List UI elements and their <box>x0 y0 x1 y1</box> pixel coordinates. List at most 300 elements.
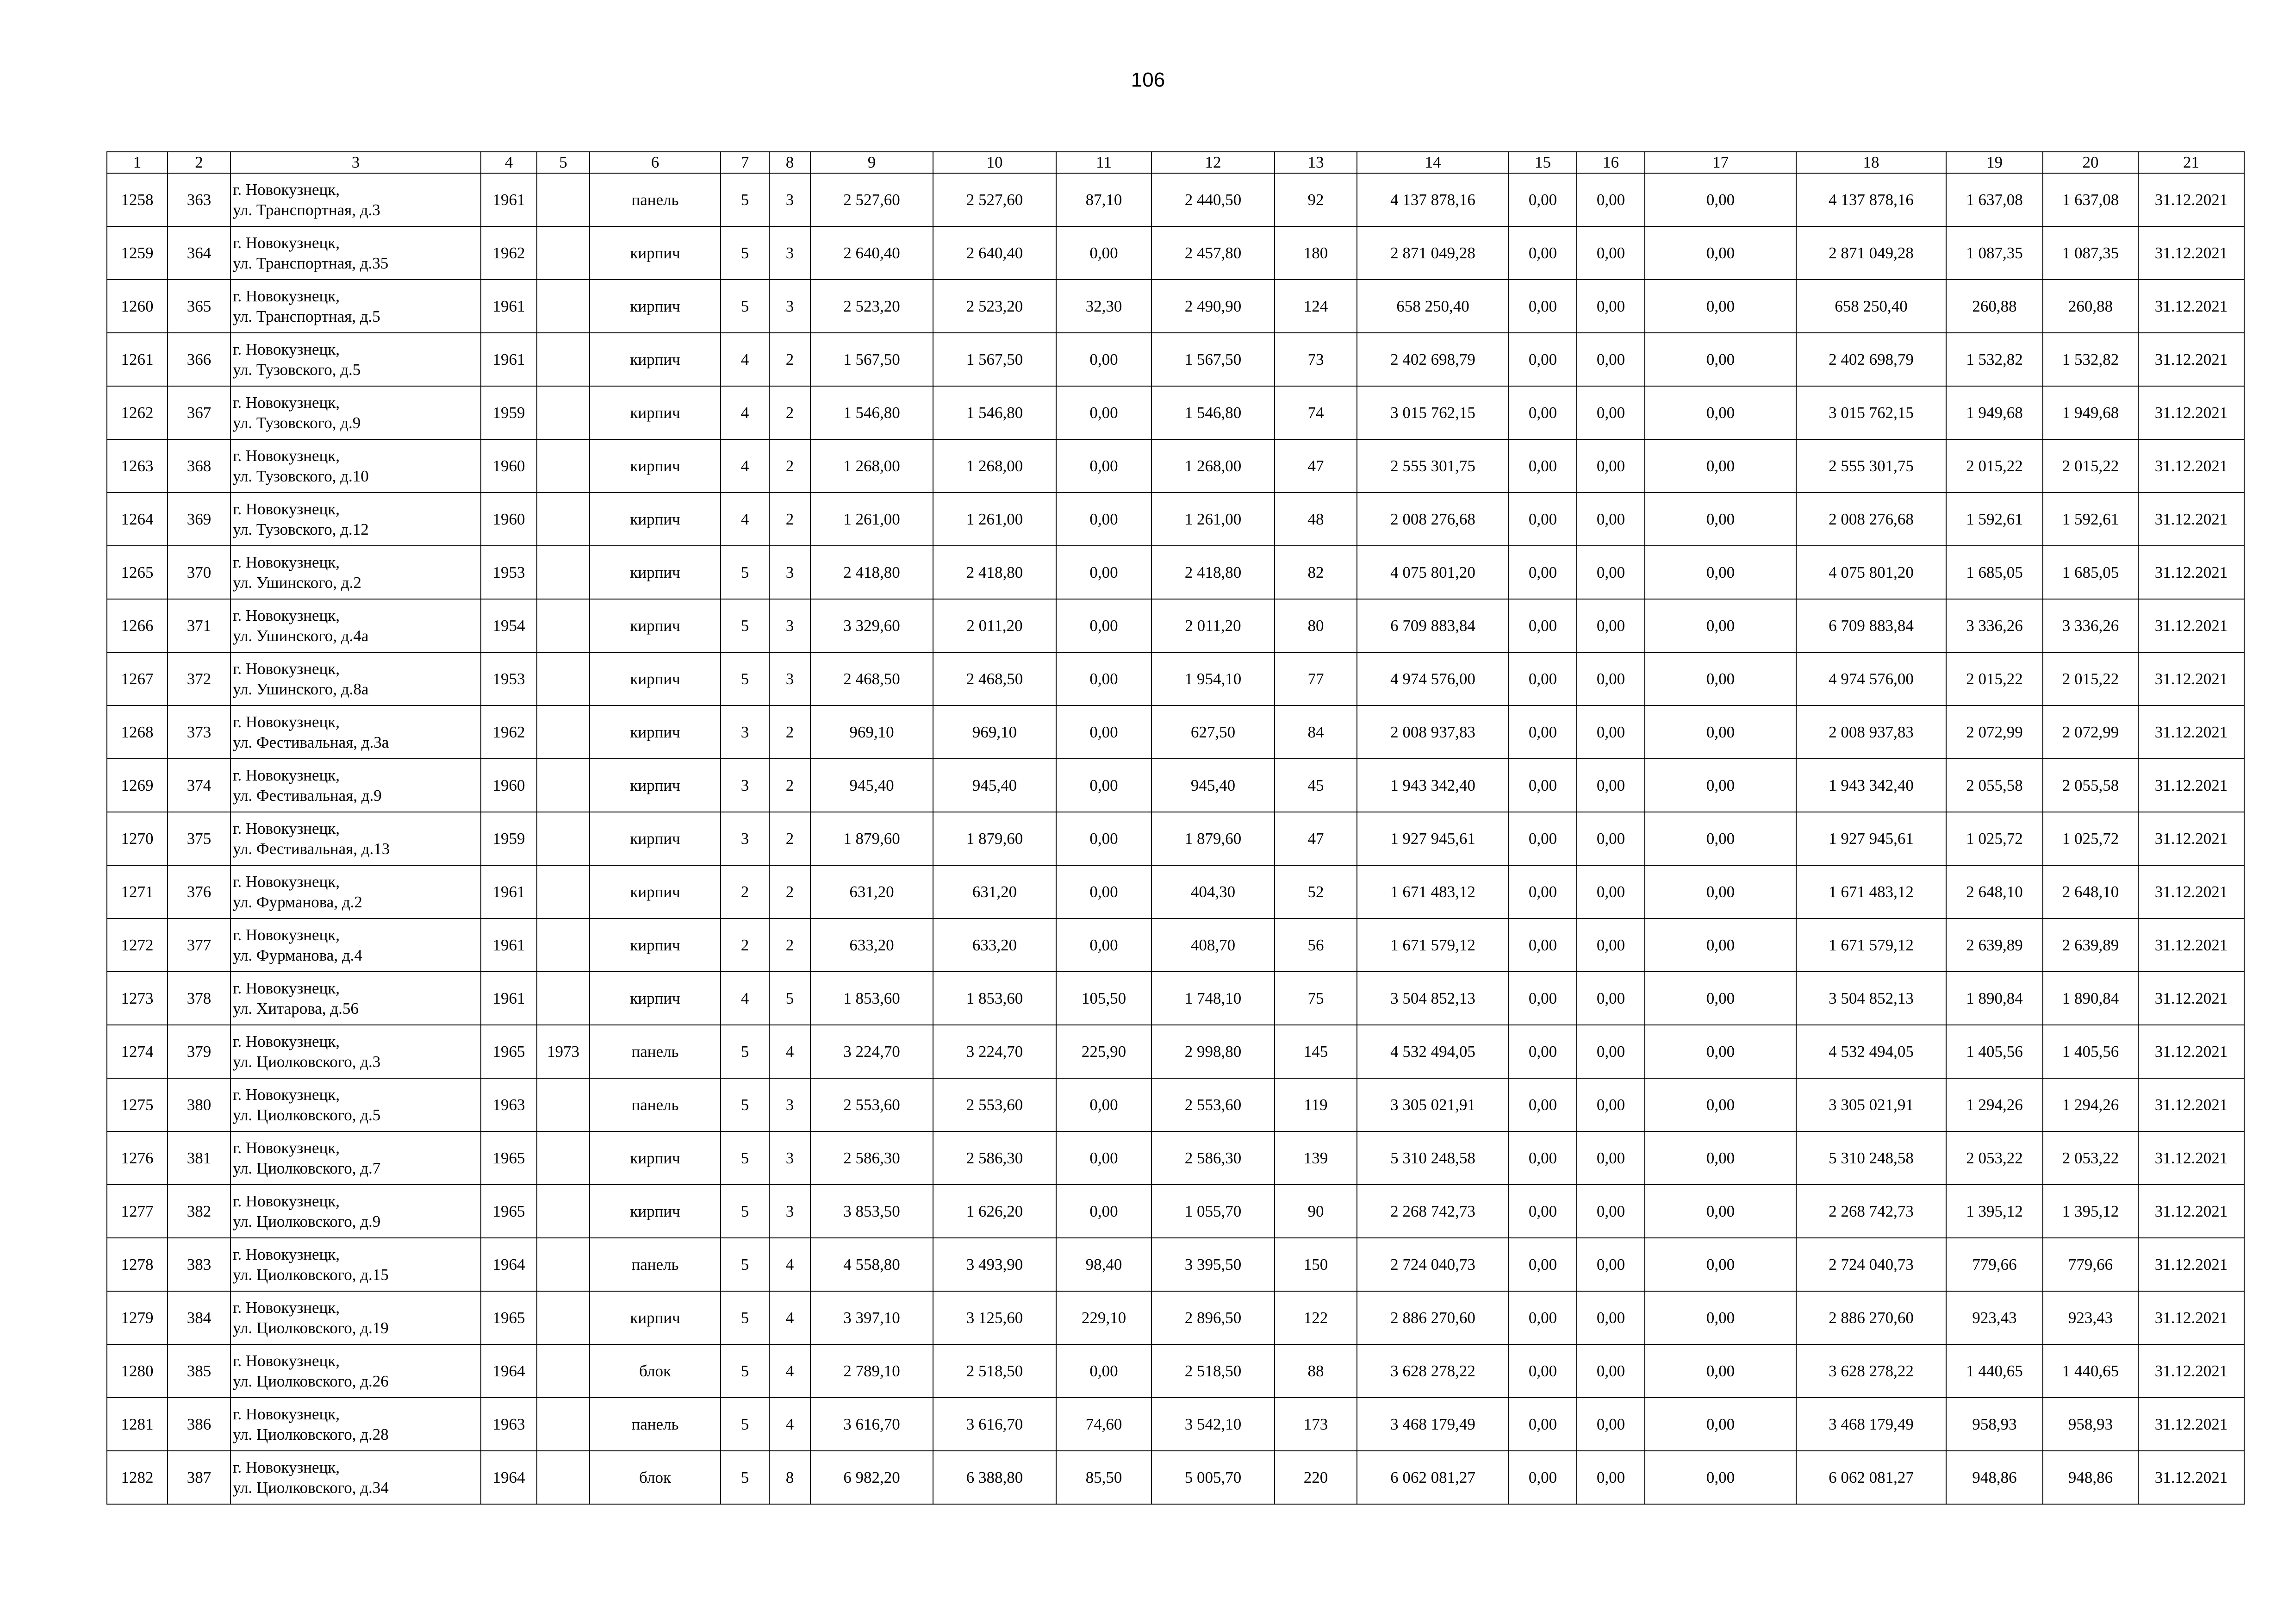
wall-material: кирпич <box>590 865 721 918</box>
value-c10: 2 527,60 <box>933 173 1056 226</box>
value-c16: 0,00 <box>1577 1291 1645 1344</box>
value-c11: 0,00 <box>1056 546 1151 599</box>
year-built: 1964 <box>481 1238 537 1291</box>
value-c11: 0,00 <box>1056 706 1151 759</box>
deadline-date: 31.12.2021 <box>2138 1025 2244 1078</box>
table-row <box>107 918 2244 972</box>
value-c14: 6 062 081,27 <box>1357 1451 1509 1504</box>
address-city: г. Новокузнецк, <box>233 925 340 944</box>
value-c18: 2 724 040,73 <box>1796 1238 1946 1291</box>
entrances-count: 3 <box>769 1078 810 1131</box>
value-c9: 6 982,20 <box>810 1451 933 1504</box>
year-built: 1963 <box>481 1398 537 1451</box>
year-commissioned <box>537 546 590 599</box>
house-number: 384 <box>168 1291 230 1344</box>
value-c17: 0,00 <box>1645 918 1796 972</box>
year-built: 1961 <box>481 280 537 333</box>
entrances-count: 2 <box>769 439 810 493</box>
value-c17: 0,00 <box>1645 706 1796 759</box>
value-c13: 56 <box>1275 918 1357 972</box>
address-city: г. Новокузнецк, <box>233 500 340 518</box>
deadline-date: 31.12.2021 <box>2138 1185 2244 1238</box>
value-c13: 122 <box>1275 1291 1357 1344</box>
row-number: 1278 <box>107 1238 168 1291</box>
floors-count: 5 <box>721 1451 769 1504</box>
value-c20: 2 055,58 <box>2043 759 2138 812</box>
value-c9: 3 329,60 <box>810 599 933 652</box>
year-commissioned <box>537 439 590 493</box>
value-c16: 0,00 <box>1577 386 1645 439</box>
year-commissioned <box>537 1078 590 1131</box>
value-c10: 3 224,70 <box>933 1025 1056 1078</box>
value-c9: 3 853,50 <box>810 1185 933 1238</box>
row-number: 1258 <box>107 173 168 226</box>
entrances-count: 3 <box>769 173 810 226</box>
row-number: 1265 <box>107 546 168 599</box>
house-number: 368 <box>168 439 230 493</box>
value-c19: 1 949,68 <box>1946 386 2043 439</box>
row-number: 1269 <box>107 759 168 812</box>
row-number: 1266 <box>107 599 168 652</box>
address-street: ул. Циолковского, д.34 <box>233 1478 389 1497</box>
value-c12: 2 518,50 <box>1151 1344 1275 1398</box>
row-number: 1263 <box>107 439 168 493</box>
value-c10: 3 493,90 <box>933 1238 1056 1291</box>
table-row <box>107 439 2244 493</box>
row-number: 1261 <box>107 333 168 386</box>
value-c14: 1 943 342,40 <box>1357 759 1509 812</box>
value-c12: 2 457,80 <box>1151 226 1275 280</box>
value-c12: 2 011,20 <box>1151 599 1275 652</box>
table-row <box>107 706 2244 759</box>
address-city: г. Новокузнецк, <box>233 1138 340 1157</box>
address-street: ул. Ушинского, д.8а <box>233 680 369 698</box>
value-c12: 2 896,50 <box>1151 1291 1275 1344</box>
column-header: 8 <box>769 152 810 173</box>
value-c13: 90 <box>1275 1185 1357 1238</box>
value-c9: 1 853,60 <box>810 972 933 1025</box>
value-c10: 1 261,00 <box>933 493 1056 546</box>
value-c16: 0,00 <box>1577 1185 1645 1238</box>
value-c10: 2 468,50 <box>933 652 1056 706</box>
entrances-count: 2 <box>769 706 810 759</box>
value-c14: 2 886 270,60 <box>1357 1291 1509 1344</box>
house-number: 366 <box>168 333 230 386</box>
value-c15: 0,00 <box>1509 652 1577 706</box>
address-city: г. Новокузнецк, <box>233 1298 340 1317</box>
value-c15: 0,00 <box>1509 493 1577 546</box>
value-c16: 0,00 <box>1577 173 1645 226</box>
year-commissioned <box>537 706 590 759</box>
value-c20: 1 025,72 <box>2043 812 2138 865</box>
value-c16: 0,00 <box>1577 493 1645 546</box>
address-cell <box>230 652 481 706</box>
value-c18: 6 709 883,84 <box>1796 599 1946 652</box>
row-number: 1272 <box>107 918 168 972</box>
row-number: 1264 <box>107 493 168 546</box>
year-built: 1965 <box>481 1291 537 1344</box>
house-number: 373 <box>168 706 230 759</box>
year-commissioned <box>537 280 590 333</box>
value-c20: 2 015,22 <box>2043 439 2138 493</box>
deadline-date: 31.12.2021 <box>2138 1344 2244 1398</box>
value-c11: 98,40 <box>1056 1238 1151 1291</box>
address-street: ул. Циолковского, д.9 <box>233 1212 381 1230</box>
deadline-date: 31.12.2021 <box>2138 333 2244 386</box>
year-commissioned <box>537 226 590 280</box>
address-street: ул. Тузовского, д.5 <box>233 360 361 379</box>
value-c17: 0,00 <box>1645 1238 1796 1291</box>
entrances-count: 3 <box>769 280 810 333</box>
address-city: г. Новокузнецк, <box>233 1351 340 1370</box>
row-number: 1267 <box>107 652 168 706</box>
value-c12: 1 268,00 <box>1151 439 1275 493</box>
floors-count: 5 <box>721 1131 769 1185</box>
value-c15: 0,00 <box>1509 280 1577 333</box>
value-c18: 2 008 276,68 <box>1796 493 1946 546</box>
value-c13: 88 <box>1275 1344 1357 1398</box>
value-c19: 2 055,58 <box>1946 759 2043 812</box>
value-c18: 1 671 483,12 <box>1796 865 1946 918</box>
table-row <box>107 280 2244 333</box>
entrances-count: 2 <box>769 865 810 918</box>
wall-material: кирпич <box>590 972 721 1025</box>
value-c15: 0,00 <box>1509 546 1577 599</box>
wall-material: кирпич <box>590 226 721 280</box>
value-c11: 0,00 <box>1056 1078 1151 1131</box>
year-built: 1961 <box>481 865 537 918</box>
value-c9: 3 224,70 <box>810 1025 933 1078</box>
value-c14: 1 671 579,12 <box>1357 918 1509 972</box>
house-number: 379 <box>168 1025 230 1078</box>
column-header: 5 <box>537 152 590 173</box>
value-c16: 0,00 <box>1577 865 1645 918</box>
wall-material: кирпич <box>590 493 721 546</box>
value-c16: 0,00 <box>1577 706 1645 759</box>
column-header: 13 <box>1275 152 1357 173</box>
value-c12: 2 440,50 <box>1151 173 1275 226</box>
value-c20: 2 072,99 <box>2043 706 2138 759</box>
value-c16: 0,00 <box>1577 759 1645 812</box>
row-number: 1274 <box>107 1025 168 1078</box>
value-c14: 5 310 248,58 <box>1357 1131 1509 1185</box>
column-header: 9 <box>810 152 933 173</box>
address-cell <box>230 493 481 546</box>
value-c16: 0,00 <box>1577 1344 1645 1398</box>
address-cell <box>230 386 481 439</box>
year-built: 1965 <box>481 1131 537 1185</box>
year-commissioned <box>537 1185 590 1238</box>
row-number: 1273 <box>107 972 168 1025</box>
value-c11: 0,00 <box>1056 865 1151 918</box>
entrances-count: 2 <box>769 386 810 439</box>
value-c14: 2 268 742,73 <box>1357 1185 1509 1238</box>
floors-count: 5 <box>721 1291 769 1344</box>
value-c14: 4 075 801,20 <box>1357 546 1509 599</box>
value-c9: 2 523,20 <box>810 280 933 333</box>
address-cell <box>230 1238 481 1291</box>
floors-count: 3 <box>721 812 769 865</box>
address-city: г. Новокузнецк, <box>233 1245 340 1263</box>
value-c16: 0,00 <box>1577 280 1645 333</box>
house-number: 378 <box>168 972 230 1025</box>
value-c11: 87,10 <box>1056 173 1151 226</box>
year-commissioned <box>537 865 590 918</box>
value-c18: 3 468 179,49 <box>1796 1398 1946 1451</box>
value-c10: 1 268,00 <box>933 439 1056 493</box>
table-row <box>107 972 2244 1025</box>
value-c10: 3 616,70 <box>933 1398 1056 1451</box>
value-c20: 958,93 <box>2043 1398 2138 1451</box>
value-c12: 627,50 <box>1151 706 1275 759</box>
value-c20: 2 648,10 <box>2043 865 2138 918</box>
house-number: 374 <box>168 759 230 812</box>
value-c9: 1 261,00 <box>810 493 933 546</box>
table-row <box>107 652 2244 706</box>
year-built: 1962 <box>481 706 537 759</box>
value-c13: 75 <box>1275 972 1357 1025</box>
address-city: г. Новокузнецк, <box>233 287 340 305</box>
value-c18: 1 927 945,61 <box>1796 812 1946 865</box>
value-c12: 1 567,50 <box>1151 333 1275 386</box>
row-number: 1268 <box>107 706 168 759</box>
table-row <box>107 1291 2244 1344</box>
value-c18: 4 075 801,20 <box>1796 546 1946 599</box>
value-c15: 0,00 <box>1509 1078 1577 1131</box>
entrances-count: 2 <box>769 759 810 812</box>
value-c17: 0,00 <box>1645 1025 1796 1078</box>
value-c10: 2 518,50 <box>933 1344 1056 1398</box>
value-c17: 0,00 <box>1645 1344 1796 1398</box>
value-c10: 1 567,50 <box>933 333 1056 386</box>
value-c10: 1 879,60 <box>933 812 1056 865</box>
table-row <box>107 1078 2244 1131</box>
address-cell <box>230 1185 481 1238</box>
entrances-count: 5 <box>769 972 810 1025</box>
address-city: г. Новокузнецк, <box>233 233 340 252</box>
table-row <box>107 1451 2244 1504</box>
value-c12: 1 546,80 <box>1151 386 1275 439</box>
value-c17: 0,00 <box>1645 972 1796 1025</box>
floors-count: 5 <box>721 599 769 652</box>
value-c19: 1 405,56 <box>1946 1025 2043 1078</box>
value-c19: 2 648,10 <box>1946 865 2043 918</box>
value-c10: 1 546,80 <box>933 386 1056 439</box>
column-number-row <box>107 152 2244 173</box>
entrances-count: 3 <box>769 1185 810 1238</box>
year-built: 1959 <box>481 812 537 865</box>
house-number: 380 <box>168 1078 230 1131</box>
value-c9: 1 268,00 <box>810 439 933 493</box>
column-header: 15 <box>1509 152 1577 173</box>
address-city: г. Новокузнецк, <box>233 979 340 997</box>
value-c17: 0,00 <box>1645 1078 1796 1131</box>
value-c11: 0,00 <box>1056 386 1151 439</box>
house-number: 381 <box>168 1131 230 1185</box>
address-city: г. Новокузнецк, <box>233 659 340 678</box>
value-c10: 1 626,20 <box>933 1185 1056 1238</box>
year-commissioned <box>537 493 590 546</box>
value-c18: 2 268 742,73 <box>1796 1185 1946 1238</box>
value-c16: 0,00 <box>1577 1078 1645 1131</box>
value-c17: 0,00 <box>1645 1131 1796 1185</box>
value-c14: 4 974 576,00 <box>1357 652 1509 706</box>
year-built: 1964 <box>481 1451 537 1504</box>
address-cell <box>230 865 481 918</box>
value-c18: 2 008 937,83 <box>1796 706 1946 759</box>
value-c15: 0,00 <box>1509 386 1577 439</box>
value-c11: 0,00 <box>1056 493 1151 546</box>
wall-material: блок <box>590 1344 721 1398</box>
value-c19: 260,88 <box>1946 280 2043 333</box>
value-c11: 74,60 <box>1056 1398 1151 1451</box>
value-c16: 0,00 <box>1577 1238 1645 1291</box>
entrances-count: 3 <box>769 1131 810 1185</box>
year-commissioned <box>537 333 590 386</box>
year-commissioned <box>537 1344 590 1398</box>
value-c14: 3 628 278,22 <box>1357 1344 1509 1398</box>
table-row <box>107 759 2244 812</box>
address-street: ул. Транспортная, д.3 <box>233 200 380 219</box>
table-row <box>107 812 2244 865</box>
value-c15: 0,00 <box>1509 333 1577 386</box>
entrances-count: 2 <box>769 493 810 546</box>
entrances-count: 2 <box>769 812 810 865</box>
wall-material: панель <box>590 1398 721 1451</box>
address-city: г. Новокузнецк, <box>233 1405 340 1423</box>
row-number: 1282 <box>107 1451 168 1504</box>
address-city: г. Новокузнецк, <box>233 872 340 891</box>
address-cell <box>230 812 481 865</box>
address-street: ул. Тузовского, д.9 <box>233 413 361 432</box>
entrances-count: 3 <box>769 599 810 652</box>
entrances-count: 4 <box>769 1344 810 1398</box>
value-c17: 0,00 <box>1645 173 1796 226</box>
address-street: ул. Циолковского, д.28 <box>233 1425 389 1443</box>
value-c19: 1 440,65 <box>1946 1344 2043 1398</box>
entrances-count: 3 <box>769 546 810 599</box>
floors-count: 5 <box>721 173 769 226</box>
value-c14: 3 504 852,13 <box>1357 972 1509 1025</box>
house-number: 376 <box>168 865 230 918</box>
wall-material: кирпич <box>590 706 721 759</box>
value-c13: 47 <box>1275 812 1357 865</box>
floors-count: 5 <box>721 280 769 333</box>
value-c15: 0,00 <box>1509 1131 1577 1185</box>
value-c13: 139 <box>1275 1131 1357 1185</box>
value-c16: 0,00 <box>1577 546 1645 599</box>
value-c20: 948,86 <box>2043 1451 2138 1504</box>
value-c14: 2 724 040,73 <box>1357 1238 1509 1291</box>
value-c10: 945,40 <box>933 759 1056 812</box>
value-c17: 0,00 <box>1645 1451 1796 1504</box>
column-header: 7 <box>721 152 769 173</box>
value-c16: 0,00 <box>1577 1451 1645 1504</box>
year-built: 1961 <box>481 918 537 972</box>
value-c9: 945,40 <box>810 759 933 812</box>
value-c15: 0,00 <box>1509 226 1577 280</box>
floors-count: 5 <box>721 546 769 599</box>
address-city: г. Новокузнецк, <box>233 1458 340 1476</box>
column-header: 10 <box>933 152 1056 173</box>
value-c12: 408,70 <box>1151 918 1275 972</box>
value-c9: 2 789,10 <box>810 1344 933 1398</box>
address-street: ул. Фестивальная, д.3а <box>233 733 389 751</box>
year-built: 1953 <box>481 546 537 599</box>
address-street: ул. Транспортная, д.5 <box>233 307 380 325</box>
year-built: 1959 <box>481 386 537 439</box>
value-c19: 958,93 <box>1946 1398 2043 1451</box>
value-c16: 0,00 <box>1577 1131 1645 1185</box>
value-c13: 73 <box>1275 333 1357 386</box>
value-c13: 74 <box>1275 386 1357 439</box>
address-street: ул. Тузовского, д.10 <box>233 467 369 485</box>
value-c13: 92 <box>1275 173 1357 226</box>
value-c14: 2 008 937,83 <box>1357 706 1509 759</box>
row-number: 1280 <box>107 1344 168 1398</box>
value-c19: 1 294,26 <box>1946 1078 2043 1131</box>
address-street: ул. Циолковского, д.5 <box>233 1106 381 1124</box>
address-city: г. Новокузнецк, <box>233 180 340 199</box>
value-c15: 0,00 <box>1509 1344 1577 1398</box>
year-built: 1965 <box>481 1185 537 1238</box>
value-c16: 0,00 <box>1577 333 1645 386</box>
address-cell <box>230 1291 481 1344</box>
value-c17: 0,00 <box>1645 1291 1796 1344</box>
row-number: 1271 <box>107 865 168 918</box>
floors-count: 2 <box>721 865 769 918</box>
year-built: 1960 <box>481 493 537 546</box>
value-c11: 0,00 <box>1056 1344 1151 1398</box>
value-c11: 0,00 <box>1056 599 1151 652</box>
value-c16: 0,00 <box>1577 599 1645 652</box>
address-street: ул. Ушинского, д.4а <box>233 626 369 645</box>
value-c20: 1 405,56 <box>2043 1025 2138 1078</box>
value-c19: 2 015,22 <box>1946 439 2043 493</box>
value-c9: 1 567,50 <box>810 333 933 386</box>
table-row <box>107 333 2244 386</box>
deadline-date: 31.12.2021 <box>2138 1078 2244 1131</box>
floors-count: 2 <box>721 918 769 972</box>
value-c10: 2 418,80 <box>933 546 1056 599</box>
value-c18: 6 062 081,27 <box>1796 1451 1946 1504</box>
entrances-count: 8 <box>769 1451 810 1504</box>
address-street: ул. Циолковского, д.26 <box>233 1372 389 1390</box>
column-header: 11 <box>1056 152 1151 173</box>
value-c10: 2 553,60 <box>933 1078 1056 1131</box>
address-cell <box>230 226 481 280</box>
house-number: 372 <box>168 652 230 706</box>
value-c9: 2 418,80 <box>810 546 933 599</box>
address-cell <box>230 1131 481 1185</box>
column-header: 3 <box>230 152 481 173</box>
address-cell <box>230 1398 481 1451</box>
table-body <box>107 173 2244 1504</box>
deadline-date: 31.12.2021 <box>2138 1398 2244 1451</box>
value-c13: 119 <box>1275 1078 1357 1131</box>
value-c19: 1 890,84 <box>1946 972 2043 1025</box>
value-c10: 1 853,60 <box>933 972 1056 1025</box>
year-built: 1960 <box>481 439 537 493</box>
house-number: 387 <box>168 1451 230 1504</box>
value-c12: 1 261,00 <box>1151 493 1275 546</box>
value-c20: 1 087,35 <box>2043 226 2138 280</box>
table-row <box>107 865 2244 918</box>
table-row <box>107 599 2244 652</box>
value-c13: 180 <box>1275 226 1357 280</box>
value-c17: 0,00 <box>1645 1398 1796 1451</box>
wall-material: кирпич <box>590 333 721 386</box>
